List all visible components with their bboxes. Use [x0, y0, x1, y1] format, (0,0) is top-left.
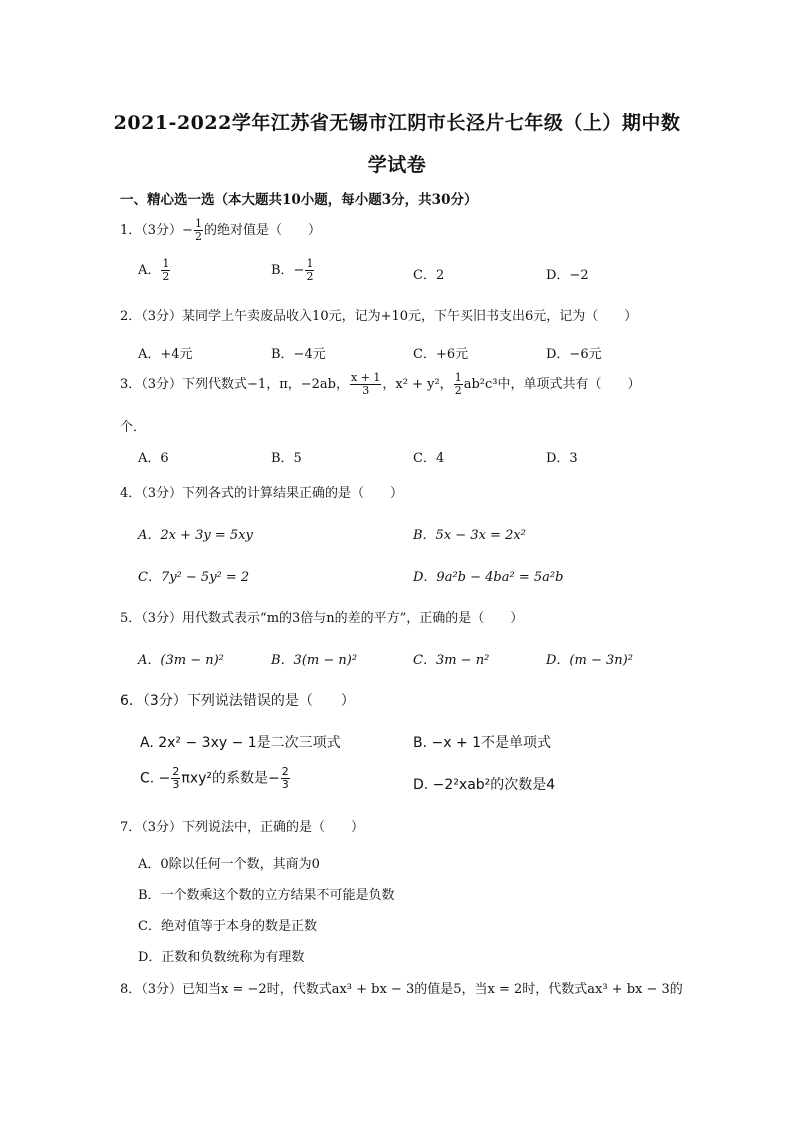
question-2: 2．（3分）某同学上午卖废品收入10元，记为+10元，下午买旧书支出6元，记为（ ） [120, 309, 638, 324]
q2-option-b: B．−4元 [271, 347, 326, 362]
q5-option-c: C．3m − n² [413, 653, 490, 668]
q2-option-d: D．−6元 [546, 347, 602, 362]
q5-option-d: D．(m − 3n)² [546, 653, 633, 668]
q1-option-a: A． $\frac{1}{2}$ [138, 257, 170, 283]
question-4: 4．（3分）下列各式的计算结果正确的是（ ） [120, 486, 404, 501]
q6-option-a: A. 2x² − 3xy − 1是二次三项式 [140, 735, 341, 751]
q4-option-a: A．2x + 3y = 5xy [138, 528, 253, 543]
q7-option-b: B．一个数乘这个数的立方结果不可能是负数 [138, 888, 395, 903]
section-heading: 一、精心选一选（本大题共10小题，每小题3分，共30分） [120, 192, 478, 208]
question-3: 3．（3分）下列代数式−1，π，−2ab， $\frac{x + 1}{3}$ ，x² + y²， $\frac{1}{2}$ ab²c³中，单项式共有（ ） [120, 371, 641, 397]
fraction: $\frac{1}{2}$ [194, 217, 202, 243]
q5-option-a: A．(3m − n)² [138, 653, 224, 668]
q1-option-b: B．− $\frac{1}{2}$ [271, 257, 314, 283]
question-5: 5．（3分）用代数式表示“m的3倍与n的差的平方”，正确的是（ ） [120, 611, 524, 626]
q2-option-a: A．+4元 [138, 347, 193, 362]
q3-option-d: D．3 [546, 451, 578, 466]
q5-option-b: B．3(m − n)² [271, 653, 358, 668]
q7-option-d: D．正数和负数统称为有理数 [138, 950, 305, 965]
q2-option-c: C．+6元 [413, 347, 469, 362]
q6-option-d: D. −2²xab²的次数是4 [413, 777, 556, 793]
q1-option-c: C．2 [413, 268, 445, 283]
question-3-line2: 个． [120, 420, 147, 435]
question-7: 7．（3分）下列说法中，正确的是（ ） [120, 820, 365, 835]
q1-option-d: D．−2 [546, 268, 589, 283]
question-6: 6．（3分）下列说法错误的是（ ） [120, 693, 355, 709]
q3-option-b: B．5 [271, 451, 302, 466]
q7-option-a: A．0除以任何一个数，其商为0 [138, 857, 320, 872]
exam-title-line2: 学试卷 [367, 154, 427, 176]
q4-option-d: D．9a²b − 4ba² = 5a²b [413, 570, 564, 585]
q6-option-c: C. − $\frac{2}{3}$ πxy²的系数是− $\frac{2}{3}$ [140, 765, 289, 791]
q4-option-b: B．5x − 3x = 2x² [413, 528, 526, 543]
question-8: 8．（3分）已知当x = −2时，代数式ax³ + bx − 3的值是5，当x = 2时，代数式ax³ + bx − 3的 [120, 982, 683, 997]
q6-option-b: B. −x + 1不是单项式 [413, 735, 552, 751]
exam-title-line1: 2021-2022学年江苏省无锡市江阴市长泾片七年级（上）期中数 [113, 112, 681, 134]
q3-option-c: C．4 [413, 451, 445, 466]
q3-option-a: A．6 [138, 451, 169, 466]
q4-option-c: C．7y² − 5y² = 2 [138, 570, 250, 585]
q7-option-c: C．绝对值等于本身的数是正数 [138, 919, 317, 934]
question-1: 1．（3分）− $\frac{1}{2}$ 的绝对值是（ ） [120, 217, 321, 243]
